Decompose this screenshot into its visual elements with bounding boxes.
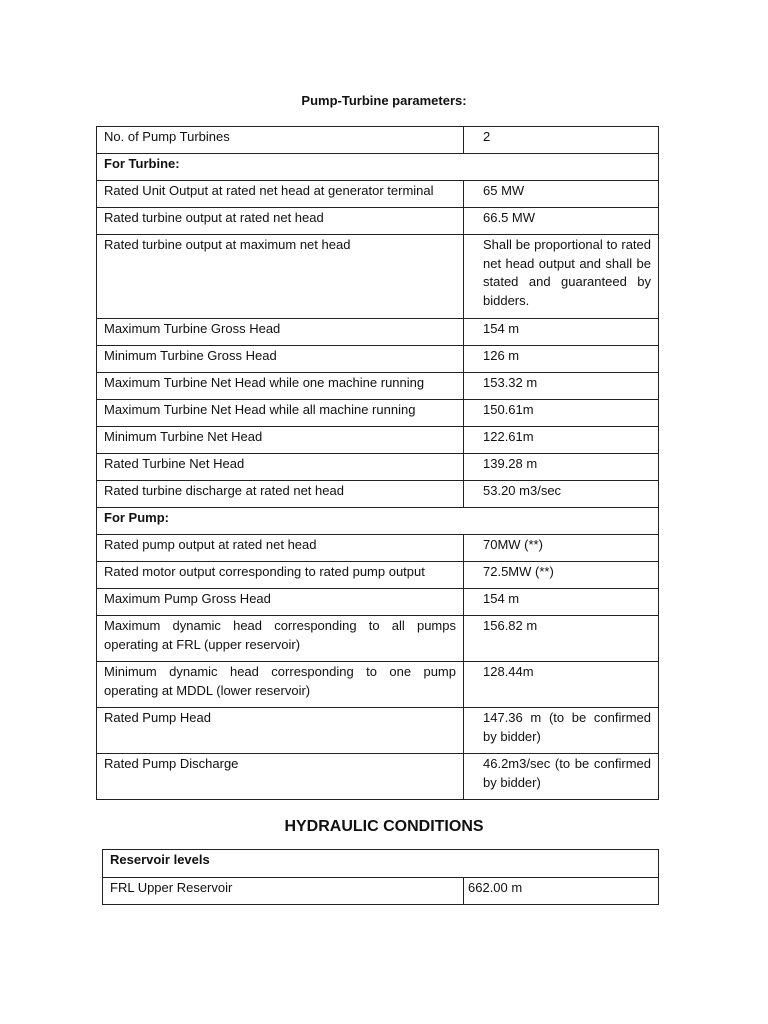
param-value: 46.2m3/sec (to be confirmed by bidder) bbox=[464, 754, 659, 800]
param-label: No. of Pump Turbines bbox=[97, 127, 464, 154]
section-pump-label: For Pump: bbox=[97, 508, 659, 535]
param-label: Rated turbine discharge at rated net head bbox=[97, 481, 464, 508]
param-label: Maximum Turbine Gross Head bbox=[97, 319, 464, 346]
param-label: Rated pump output at rated net head bbox=[97, 535, 464, 562]
table-row bbox=[97, 181, 659, 208]
param-label: Rated motor output corresponding to rated pump output bbox=[97, 562, 464, 589]
param-label: Maximum dynamic head corresponding to all pumps operating at FRL (upper reservoir) bbox=[97, 616, 464, 662]
param-label: Rated turbine output at maximum net head bbox=[97, 235, 464, 319]
param-label: Rated Pump Head bbox=[97, 708, 464, 754]
table-row bbox=[97, 481, 659, 508]
table-row bbox=[97, 208, 659, 235]
param-label: Rated Pump Discharge bbox=[97, 754, 464, 800]
pump-turbine-title: Pump-Turbine parameters: bbox=[301, 93, 467, 108]
section-reservoir-label: Reservoir levels bbox=[103, 850, 659, 878]
section-row bbox=[97, 508, 659, 535]
table-row bbox=[97, 589, 659, 616]
table-row bbox=[97, 454, 659, 481]
pump-turbine-table bbox=[96, 126, 659, 800]
table-row bbox=[97, 708, 659, 754]
param-value: 53.20 m3/sec bbox=[464, 481, 659, 508]
table-row bbox=[97, 662, 659, 708]
table-row bbox=[97, 616, 659, 662]
param-label: Minimum dynamic head corresponding to one pump operating at MDDL (lower reservoir) bbox=[97, 662, 464, 708]
param-label: Minimum Turbine Gross Head bbox=[97, 346, 464, 373]
table-row bbox=[97, 562, 659, 589]
table-row bbox=[97, 319, 659, 346]
param-value: 66.5 MW bbox=[464, 208, 659, 235]
table-row bbox=[97, 754, 659, 800]
param-value: 153.32 m bbox=[464, 373, 659, 400]
param-label: Maximum Pump Gross Head bbox=[97, 589, 464, 616]
param-value: 662.00 m bbox=[464, 878, 659, 905]
table-row bbox=[97, 535, 659, 562]
param-value: Shall be proportional to rated net head output and shall be stated and guaranteed by bidders. bbox=[464, 235, 659, 319]
param-value: 154 m bbox=[464, 319, 659, 346]
param-label: Maximum Turbine Net Head while one machine running bbox=[97, 373, 464, 400]
table-row bbox=[97, 127, 659, 154]
param-value: 156.82 m bbox=[464, 616, 659, 662]
param-label: Rated Unit Output at rated net head at generator terminal bbox=[97, 181, 464, 208]
table-row bbox=[97, 427, 659, 454]
param-label: Maximum Turbine Net Head while all machine running bbox=[97, 400, 464, 427]
table-row bbox=[103, 878, 659, 905]
param-label: Minimum Turbine Net Head bbox=[97, 427, 464, 454]
param-value: 139.28 m bbox=[464, 454, 659, 481]
param-value: 128.44m bbox=[464, 662, 659, 708]
table-row bbox=[97, 346, 659, 373]
param-value: 122.61m bbox=[464, 427, 659, 454]
param-value: 147.36 m (to be confirmed by bidder) bbox=[464, 708, 659, 754]
section-turbine-label: For Turbine: bbox=[97, 154, 659, 181]
param-value: 154 m bbox=[464, 589, 659, 616]
table-row bbox=[97, 400, 659, 427]
param-value: 72.5MW (**) bbox=[464, 562, 659, 589]
param-value: 126 m bbox=[464, 346, 659, 373]
section-row bbox=[97, 154, 659, 181]
table-row bbox=[97, 235, 659, 319]
param-label: FRL Upper Reservoir bbox=[103, 878, 464, 905]
table-row bbox=[97, 373, 659, 400]
param-value: 65 MW bbox=[464, 181, 659, 208]
hydraulic-conditions-title: HYDRAULIC CONDITIONS bbox=[284, 818, 484, 835]
param-value: 150.61m bbox=[464, 400, 659, 427]
param-value: 70MW (**) bbox=[464, 535, 659, 562]
section-row bbox=[103, 850, 659, 878]
param-label: Rated Turbine Net Head bbox=[97, 454, 464, 481]
param-value: 2 bbox=[464, 127, 659, 154]
reservoir-levels-table bbox=[102, 849, 659, 905]
param-label: Rated turbine output at rated net head bbox=[97, 208, 464, 235]
